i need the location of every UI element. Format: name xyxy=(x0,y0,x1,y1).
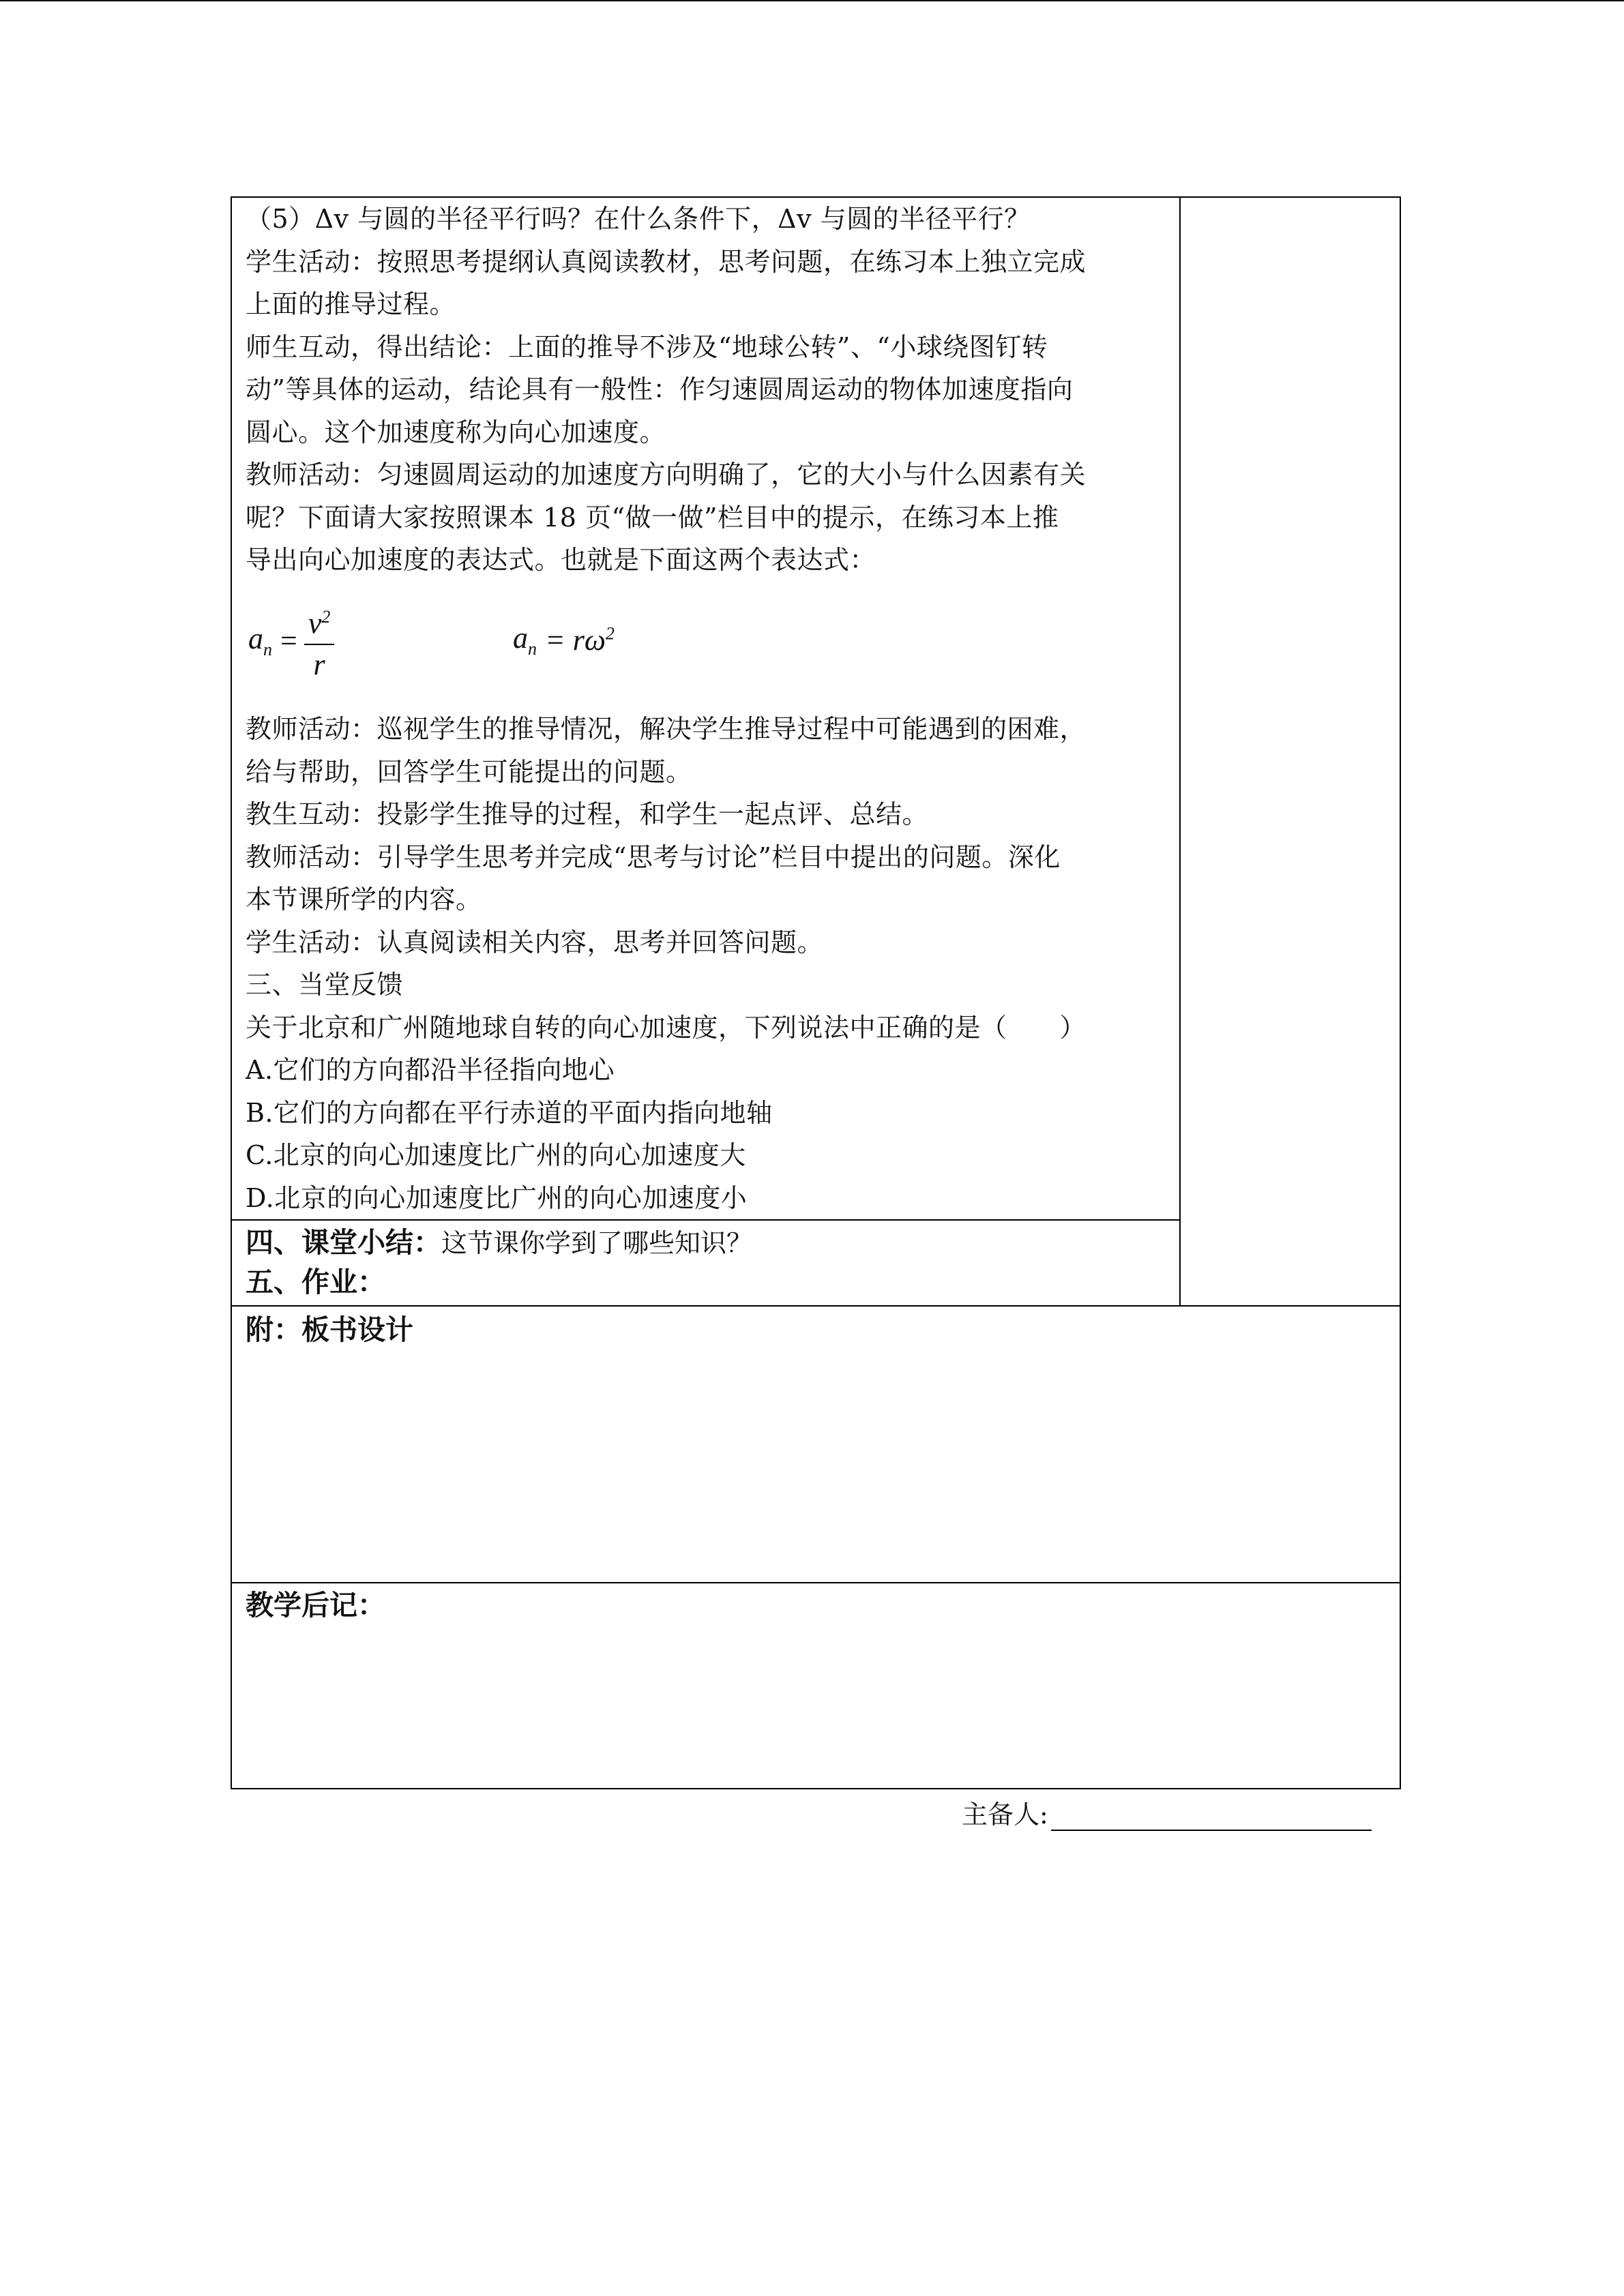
homework-heading: 五、作业： xyxy=(246,1266,385,1298)
board-design-divider xyxy=(231,1305,1401,1307)
quiz-option-d: D.北京的向心加速度比广州的向心加速度小 xyxy=(246,1182,748,1213)
text-line: 学生活动：认真阅读相关内容，思考并回答问题。 xyxy=(246,927,824,957)
text-line: 教师活动：引导学生思考并完成“思考与讨论”栏目中提出的问题。深化 xyxy=(246,841,1061,872)
text-line: 圆心。这个加速度称为向心加速度。 xyxy=(246,417,666,447)
preparer-label: 主备人: xyxy=(962,1800,1048,1830)
quiz-option-c: C.北京的向心加速度比广州的向心加速度大 xyxy=(246,1140,746,1170)
section-heading-feedback: 三、当堂反馈 xyxy=(246,970,404,1000)
text-line: 学生活动：按照思考提纲认真阅读教材，思考问题，在练习本上独立完成 xyxy=(246,246,1087,277)
board-design-line xyxy=(246,1311,413,1350)
formula-equals: = xyxy=(280,624,297,658)
postscript-line xyxy=(246,1586,385,1625)
board-design-heading: 附：板书设计 xyxy=(246,1313,413,1346)
preparer-signature xyxy=(962,1793,1372,1831)
formula-lhs: $a_n$ xyxy=(513,621,537,659)
text-line: 本节课所学的内容。 xyxy=(246,884,482,914)
text-line: 动”等具体的运动，结论具有一般性：作匀速圆周运动的物体加速度指向 xyxy=(246,374,1074,404)
formula-fraction: $\frac{v^2}{r}$ xyxy=(304,597,335,685)
text-line: 教生互动：投影学生推导的过程，和学生一起点评、总结。 xyxy=(246,799,929,829)
summary-heading: 四、课堂小结： xyxy=(246,1226,441,1259)
text-line: 上面的推导过程。 xyxy=(246,289,456,319)
postscript-heading: 教学后记： xyxy=(246,1589,385,1622)
text-line: 给与帮助，回答学生可能提出的问题。 xyxy=(246,756,692,787)
text-line: 师生互动，得出结论：上面的推导不涉及“地球公转”、“小球绕图钉转 xyxy=(246,331,1048,362)
homework-line xyxy=(246,1263,385,1302)
summary-text: 这节课你学到了哪些知识？ xyxy=(441,1228,753,1258)
right-column-divider xyxy=(1179,196,1181,1307)
formula-angular-velocity xyxy=(513,621,615,659)
quiz-option-b: B.它们的方向都在平行赤道的平面内指向地轴 xyxy=(246,1097,773,1128)
preparer-blank-line[interactable] xyxy=(1051,1802,1372,1831)
quiz-question: 关于北京和广州随地球自转的向心加速度，下列说法中正确的是（ ） xyxy=(246,1012,1087,1043)
summary-line xyxy=(246,1223,752,1262)
postscript-divider xyxy=(231,1582,1401,1583)
formula-rhs: = $r\omega^2$ xyxy=(545,623,615,657)
teaching-feedback-text xyxy=(246,708,1163,1219)
quiz-option-a: A.它们的方向都沿半径指向地心 xyxy=(246,1055,615,1085)
text-line: （5）Δv 与圆的半径平行吗？在什么条件下，Δv 与圆的半径平行？ xyxy=(246,204,1031,234)
text-line: 导出向心加速度的表达式。也就是下面这两个表达式： xyxy=(246,545,876,575)
text-line: 呢？下面请大家按照课本 18 页“做一做”栏目中的提示，在练习本上推 xyxy=(246,502,1059,533)
formula-lhs: $a_n$ xyxy=(248,622,272,660)
centripetal-acceleration-formulas xyxy=(246,593,1163,696)
summary-row-divider xyxy=(231,1219,1180,1221)
teaching-process-text xyxy=(246,198,1163,582)
formula-velocity xyxy=(248,597,334,685)
text-line: 教师活动：巡视学生的推导情况，解决学生推导过程中可能遇到的困难， xyxy=(246,714,1087,744)
page-top-border xyxy=(0,0,1624,1)
text-line: 教师活动：匀速圆周运动的加速度方向明确了，它的大小与什么因素有关 xyxy=(246,460,1087,490)
